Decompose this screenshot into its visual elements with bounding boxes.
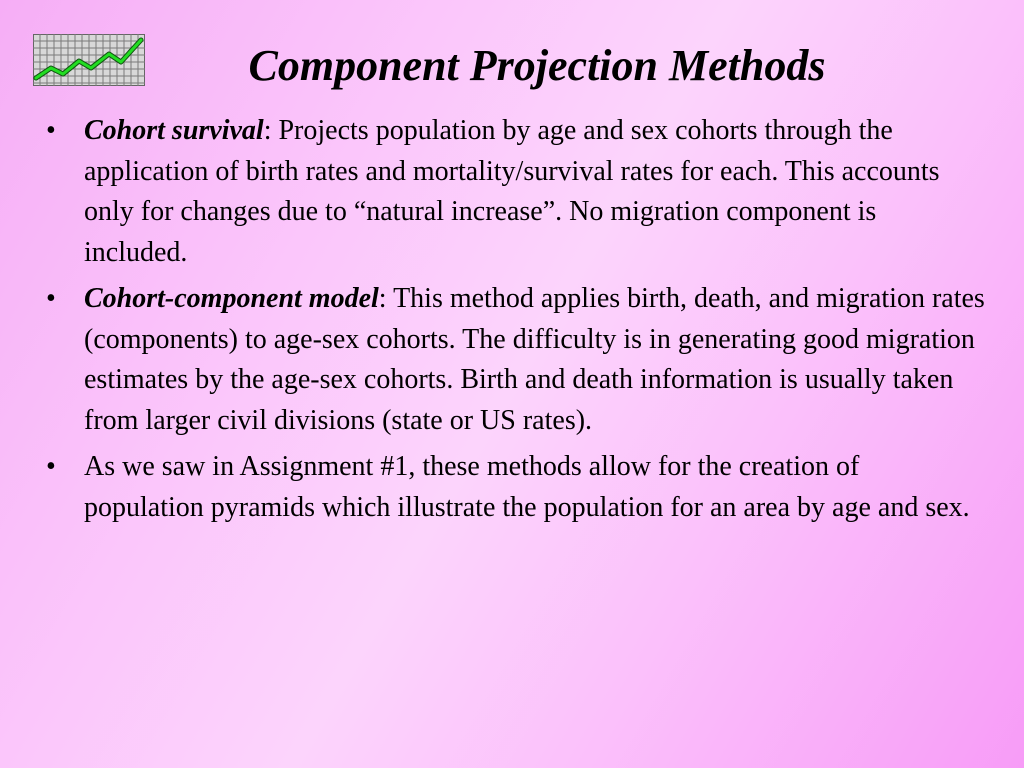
bullet-text: : This method applies birth, death, and migration rates (components) to age-sex cohorts. The difficulty is in generating good migration estimates by the age-sex cohorts. Birth and death information is usually taken from larger civil divisions (state or US rates). [84, 283, 985, 436]
bullet-item-cohort-component-model [46, 279, 986, 441]
bullet-marker: • [46, 451, 56, 482]
bullet-term: Cohort survival [84, 115, 264, 146]
bullet-text: : Projects population by age and sex cohorts through the application of birth rates and mortality/survival rates for each. This accounts only for changes due to “natural increase”. No migration component is included. [84, 115, 940, 268]
bullet-list [46, 111, 986, 534]
slide-title: Component Projection Methods [248, 41, 826, 90]
bullet-item-population-pyramids [46, 447, 986, 528]
bullet-term: Cohort-component model [84, 283, 379, 314]
bullet-text: As we saw in Assignment #1, these methods allow for the creation of population pyramids which illustrate the population for an area by age and sex. [84, 451, 970, 523]
bullet-marker: • [46, 115, 56, 146]
bullet-item-cohort-survival [46, 111, 986, 273]
bullet-marker: • [46, 283, 56, 314]
